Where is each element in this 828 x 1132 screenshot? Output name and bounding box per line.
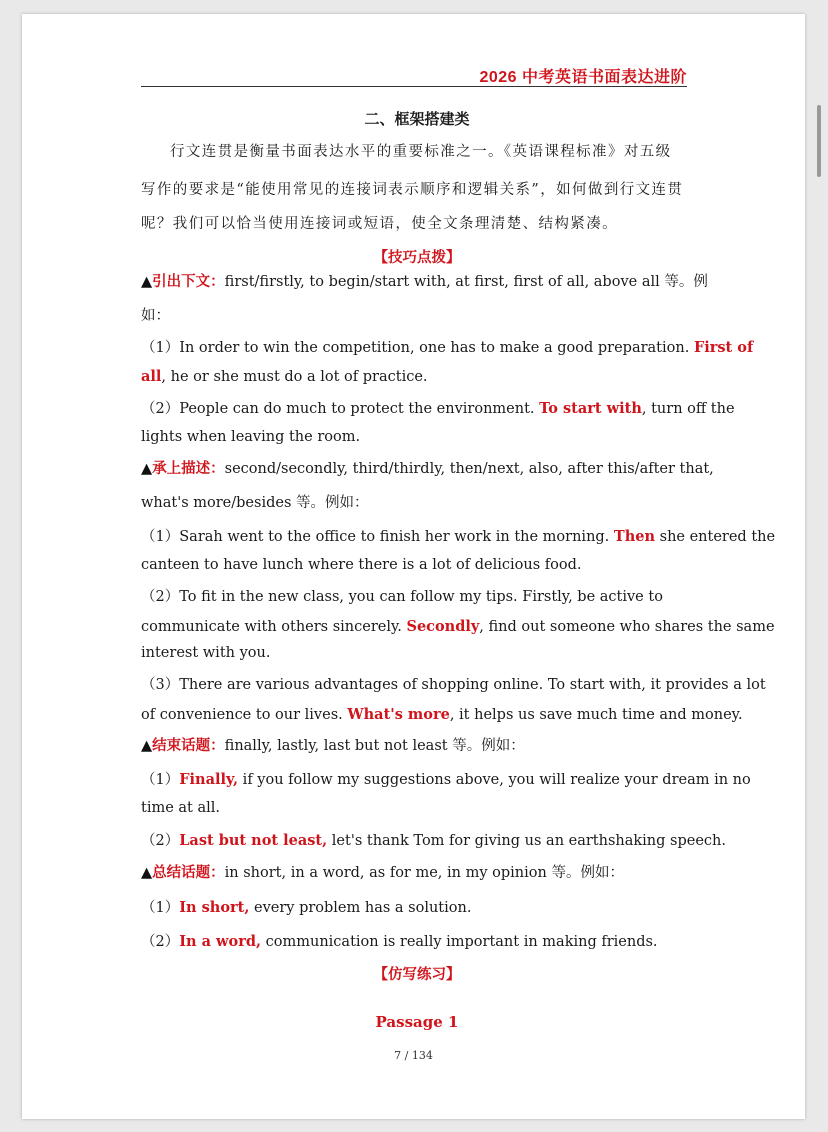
group1-text: first/firstly, to begin/start with, at first, first of all, above all 等。例 bbox=[224, 274, 708, 290]
triangle-marker: ▲ bbox=[141, 865, 153, 881]
group3-text: finally, lastly, last but not least 等。例如： bbox=[224, 738, 525, 754]
group4-line bbox=[141, 861, 624, 882]
g2-example-3 bbox=[141, 673, 766, 694]
intro-line-3: 呢？我们可以恰当使用连接词或短语，使全文条理清楚、结构紧凑。 bbox=[141, 216, 618, 232]
example-number: （1） bbox=[141, 340, 180, 356]
group2-label: 承上描述： bbox=[152, 460, 225, 477]
section-title: 二、框架搭建类 bbox=[364, 110, 470, 128]
triangle-marker: ▲ bbox=[141, 738, 153, 754]
passage-title: Passage 1 bbox=[375, 1013, 459, 1031]
g4-example-2 bbox=[141, 930, 658, 951]
example-number: （2） bbox=[141, 833, 180, 849]
tips-heading: 【技巧点拨】 bbox=[373, 249, 461, 266]
document-page bbox=[22, 14, 805, 1119]
example-text: , find out someone who shares the same bbox=[479, 619, 775, 635]
group4-label: 总结话题： bbox=[152, 864, 225, 881]
example-text: communication is really important in making friends. bbox=[261, 934, 658, 950]
group4-text: in short, in a word, as for me, in my opinion 等。例如： bbox=[224, 865, 624, 881]
g1-example-2-cont: lights when leaving the room. bbox=[141, 429, 361, 445]
example-text: , he or she must do a lot of practice. bbox=[161, 369, 428, 385]
g1-example-2 bbox=[141, 397, 735, 418]
example-text: of convenience to our lives. bbox=[141, 707, 348, 723]
group2-line bbox=[141, 457, 714, 478]
example-text: Sarah went to the office to finish her work in the morning. bbox=[179, 529, 614, 545]
g1-example-1-cont bbox=[141, 368, 428, 385]
highlight-connective: Finally, bbox=[179, 771, 239, 788]
example-text: In order to win the competition, one has to make a good preparation. bbox=[179, 340, 694, 356]
running-header-title: 2026 中考英语书面表达进阶 bbox=[479, 69, 687, 86]
highlight-connective: all bbox=[141, 368, 162, 385]
example-number: （1） bbox=[141, 529, 180, 545]
intro-line-2: 写作的要求是“能使用常见的连接词表示顺序和逻辑关系”，如何做到行文连贯 bbox=[141, 182, 684, 198]
triangle-marker: ▲ bbox=[141, 461, 153, 477]
g3-example-2 bbox=[141, 829, 726, 850]
g3-example-1 bbox=[141, 768, 751, 789]
group3-line bbox=[141, 734, 525, 755]
highlight-connective: In short, bbox=[179, 899, 250, 916]
triangle-marker: ▲ bbox=[141, 274, 153, 290]
highlight-connective: In a word, bbox=[179, 933, 262, 950]
example-text: People can do much to protect the environment. bbox=[179, 401, 540, 417]
example-number: （2） bbox=[141, 401, 180, 417]
group2-cont: what's more/besides 等。例如： bbox=[141, 495, 369, 511]
highlight-connective: What's more bbox=[347, 706, 450, 723]
example-text: every problem has a solution. bbox=[249, 900, 472, 916]
g2-example-2-cont bbox=[141, 618, 775, 635]
example-text: To fit in the new class, you can follow my tips. Firstly, be active to bbox=[179, 589, 663, 605]
group1-label: 引出下文： bbox=[152, 273, 225, 290]
example-text: , it helps us save much time and money. bbox=[449, 707, 743, 723]
example-number: （3） bbox=[141, 677, 180, 693]
page-number: 7 / 134 bbox=[394, 1049, 433, 1062]
highlight-connective: First of bbox=[693, 339, 754, 356]
group1-cont: 如： bbox=[141, 308, 170, 324]
scrollbar-thumb[interactable] bbox=[817, 105, 821, 177]
example-text: let's thank Tom for giving us an earthshaking speech. bbox=[327, 833, 726, 849]
g2-example-3-cont bbox=[141, 706, 743, 723]
g4-example-1 bbox=[141, 896, 471, 917]
example-text: , turn off the bbox=[641, 401, 735, 417]
highlight-connective: To start with bbox=[539, 400, 642, 417]
example-number: （2） bbox=[141, 589, 180, 605]
practice-heading: 【仿写练习】 bbox=[373, 966, 461, 983]
example-number: （1） bbox=[141, 772, 180, 788]
g2-example-2 bbox=[141, 585, 663, 606]
highlight-connective: Then bbox=[613, 528, 656, 545]
highlight-connective: Last but not least, bbox=[179, 832, 328, 849]
header-divider bbox=[141, 86, 687, 87]
example-text: communicate with others sincerely. bbox=[141, 619, 407, 635]
g2-example-1 bbox=[141, 525, 775, 546]
group3-label: 结束话题： bbox=[152, 737, 225, 754]
group1-line bbox=[141, 270, 708, 291]
g1-example-1 bbox=[141, 336, 753, 357]
g3-example-1-cont: time at all. bbox=[141, 800, 221, 816]
example-text: she entered the bbox=[655, 529, 776, 545]
example-text: There are various advantages of shopping online. To start with, it provides a lot bbox=[179, 677, 766, 693]
example-number: （1） bbox=[141, 900, 180, 916]
g2-example-1-cont: canteen to have lunch where there is a lot of delicious food. bbox=[141, 557, 582, 573]
intro-line-1: 行文连贯是衡量书面表达水平的重要标准之一。《英语课程标准》对五级 bbox=[170, 144, 672, 160]
group2-text: second/secondly, third/thirdly, then/next, also, after this/after that, bbox=[224, 461, 714, 477]
example-number: （2） bbox=[141, 934, 180, 950]
example-text: if you follow my suggestions above, you will realize your dream in no bbox=[238, 772, 751, 788]
g2-example-2-cont2: interest with you. bbox=[141, 645, 271, 661]
highlight-connective: Secondly bbox=[406, 618, 480, 635]
